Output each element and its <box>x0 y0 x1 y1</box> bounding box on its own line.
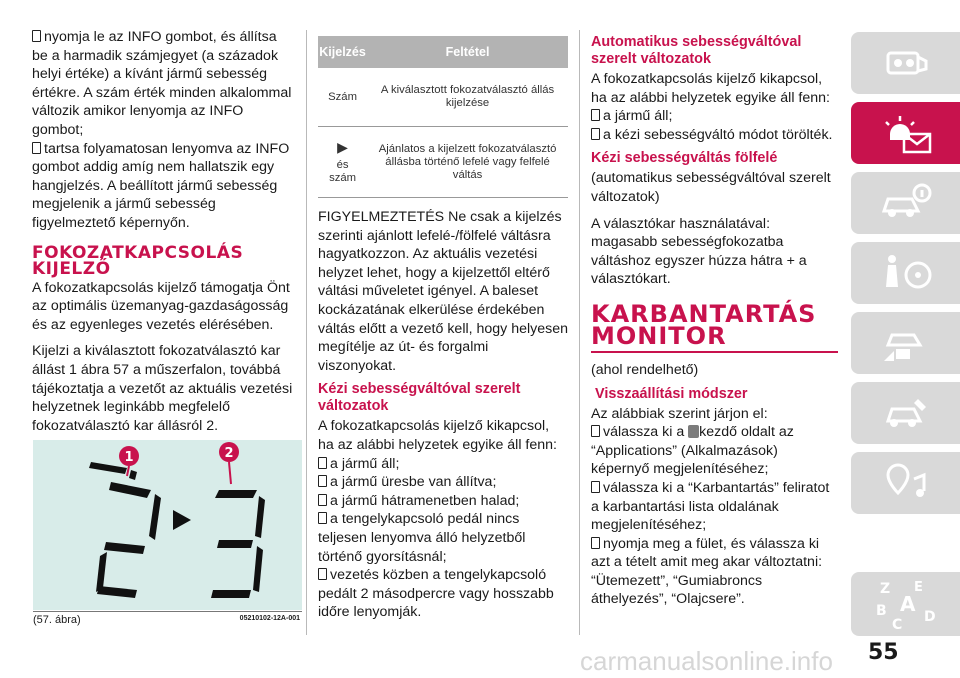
car-lift-icon <box>878 321 934 365</box>
paragraph: Kijelzi a kiválasztott fokozatválasztó kar állást 1 ábra 57 a műszerfalon, továbbá tájékoztatja a vezetőt az aktuális vezetési helyzetnek leginkább megfelelő fokozatválasztó kar állásról 2. <box>32 343 293 434</box>
checkbox-bullet-icon <box>591 481 600 493</box>
bullet-item: vezetés közben a tengelykapcsoló pedált 2 másodpercre vagy hosszabb időre lenyomják. <box>318 567 554 621</box>
warning-paragraph: FIGYELMEZTETÉS Ne csak a kijelzés szerinti ajánlott lefelé-/fölfelé váltásra hagyatkozzon. Az aktuális vezetési helyzet lehet, hogy a kijelzettől eltérő váltási műveletet igényel. A baleset kockázatának elkerülése érdekében váltás előtt a vezető kell, hogy helyesen megítélje az út- és forgalmi viszonyokat. <box>318 209 569 374</box>
paragraph: (ahol rendelhető) <box>591 361 699 378</box>
paragraph: Az alábbiak szerint járjon el: <box>591 405 768 422</box>
tab-warning-lights[interactable] <box>851 102 960 164</box>
bullet-paragraph: nyomja le az INFO gombot, és állítsa be a harmadik számjegyet (a századok helyi értéke) a kívánt jármű sebesség értékre. A szám érték minden alkalommal változik amikor lenyomja az INFO gombot; <box>32 29 292 138</box>
checkbox-bullet-icon <box>591 537 600 549</box>
tab-dashboard[interactable] <box>851 32 960 94</box>
tab-vehicle-info[interactable] <box>851 172 960 234</box>
table-row <box>318 127 568 198</box>
subsection-title-reset: Visszaállítási módszer <box>595 385 748 402</box>
checkbox-bullet-icon <box>591 109 600 121</box>
bullet-item: válassza ki a kezdő oldalt az “Applications” (Alkalmazások) képernyő megjelenítéséhez; <box>591 424 794 478</box>
svg-text:A: A <box>899 592 915 616</box>
figure-code: 05210102-12A-001 <box>239 615 300 622</box>
paragraph: A választókar használatával: magasabb sebességfokozatba váltáshoz egyszer húzza hátra + a választókart. <box>591 215 807 288</box>
wrench-service-icon <box>878 391 934 435</box>
page-number: 55 <box>868 640 899 665</box>
svg-text:2: 2 <box>224 446 234 461</box>
warning-light-mail-icon <box>876 110 936 156</box>
checkbox-bullet-icon <box>318 494 327 506</box>
svg-text:D: D <box>923 609 936 625</box>
gear-display-illustration <box>33 440 302 610</box>
tab-maintenance[interactable] <box>851 382 960 444</box>
table-header-cell: Kijelzés <box>318 36 367 68</box>
svg-text:C: C <box>891 617 902 631</box>
checkbox-bullet-icon <box>591 425 600 437</box>
svg-text:1: 1 <box>124 450 134 465</box>
svg-text:E: E <box>913 580 923 595</box>
bullet-item: válassza ki a “Karbantartás” feliratot a karbantartási lista oldalának megjelenítéséhez; <box>591 479 830 534</box>
checkbox-bullet-icon <box>318 457 327 469</box>
car-info-icon <box>878 181 934 225</box>
tab-multimedia[interactable] <box>851 452 960 514</box>
paragraph: A fokozatkapcsolás kijelző támogatja Önt az optimális üzemanyag-gazdaságosság és az egyenleges vezetés elérésében. <box>32 279 290 333</box>
table-cell: A kiválasztott fokozatválasztó állás kijelzése <box>367 68 568 127</box>
svg-text:Z: Z <box>879 581 890 597</box>
column-divider <box>306 30 307 635</box>
car-dashboard-icon <box>882 43 930 83</box>
apps-home-icon <box>688 425 699 438</box>
alphabet-index-icon <box>874 577 938 631</box>
figure-gear-display <box>33 440 302 610</box>
checkbox-bullet-icon <box>318 512 327 524</box>
bullet-item: a jármű üresbe van állítva; <box>318 473 568 492</box>
table-header-row <box>318 36 568 68</box>
play-arrow-icon: ▶ <box>337 139 348 155</box>
bullet-item: a jármű áll; <box>591 107 838 126</box>
bullet-item: a tengelykapcsoló pedál nincs teljesen lenyomva álló helyzetből történő gyorsításnál; <box>318 511 526 565</box>
column-divider <box>579 30 580 635</box>
svg-text:B: B <box>875 603 887 619</box>
paragraph: (automatikus sebességváltóval szerelt változatok) <box>591 170 831 205</box>
section-title-gear-indicator: FOKOZATKAPCSOLÁS KIJELZŐ <box>32 242 244 279</box>
bullet-item: a jármű hátramenetben halad; <box>318 492 568 511</box>
section-title-maintenance: KARBANTARTÁS MONITOR <box>591 303 838 353</box>
checkbox-bullet-icon <box>32 30 41 42</box>
table-cell: ▶ és szám <box>318 127 367 198</box>
checkbox-bullet-icon <box>318 475 327 487</box>
seat-belt-steering-icon <box>878 251 934 295</box>
subsection-title-automatic: Automatikus sebességváltóval szerelt változatok <box>591 34 802 67</box>
column-right <box>591 34 838 609</box>
bullet-item: nyomja meg a fület, és válassza ki azt a tételt amit meg akar változtatni: “Ütemezett”, “Gumiabroncs áthelyezés”, “Olajcsere”. <box>591 535 823 608</box>
subsection-title-upshift: Kézi sebességváltás fölfelé <box>591 150 778 167</box>
checkbox-bullet-icon <box>32 142 41 154</box>
table-cell: Ajánlatos a kijelzett fokozatválasztó állásba történő lefelé vagy felfelé váltás <box>367 127 568 198</box>
selected-gear-digit <box>89 462 161 598</box>
watermark: carmanualsonline.info <box>580 646 833 676</box>
tab-safety[interactable] <box>851 242 960 304</box>
bullet-item: a kézi sebességváltó módot törölték. <box>591 126 838 145</box>
table-header-cell: Feltétel <box>367 36 568 68</box>
bullet-paragraph: tartsa folyamatosan lenyomva az INFO gombot addig amíg nem hallatszik egy hangjelzés. A beállított jármű sebesség megjelenik a jármű sebesség figyelmeztető képernyőn. <box>32 140 290 231</box>
figure-label: (57. ábra) <box>33 614 81 626</box>
paragraph: A fokozatkapcsolás kijelző kikapcsol, ha az alábbi helyzetek egyike áll fenn: <box>591 71 830 106</box>
location-music-icon <box>878 459 934 507</box>
tab-index[interactable] <box>851 572 960 636</box>
tab-emergency[interactable] <box>851 312 960 374</box>
bullet-item: a jármű áll; <box>318 455 568 474</box>
checkbox-bullet-icon <box>591 128 600 140</box>
recommended-gear-digit <box>211 490 265 598</box>
table-cell: Szám <box>318 68 367 127</box>
paragraph: A fokozatkapcsolás kijelző kikapcsol, ha az alábbi helyzetek egyike áll fenn: <box>318 418 557 453</box>
table-row <box>318 68 568 127</box>
column-left <box>32 28 294 435</box>
shift-arrow-icon <box>173 510 191 530</box>
subsection-title-manual: Kézi sebességváltóval szerelt változatok <box>318 381 521 415</box>
figure-caption <box>33 611 302 627</box>
column-middle <box>318 36 568 622</box>
indicator-table <box>318 36 568 198</box>
checkbox-bullet-icon <box>318 568 327 580</box>
